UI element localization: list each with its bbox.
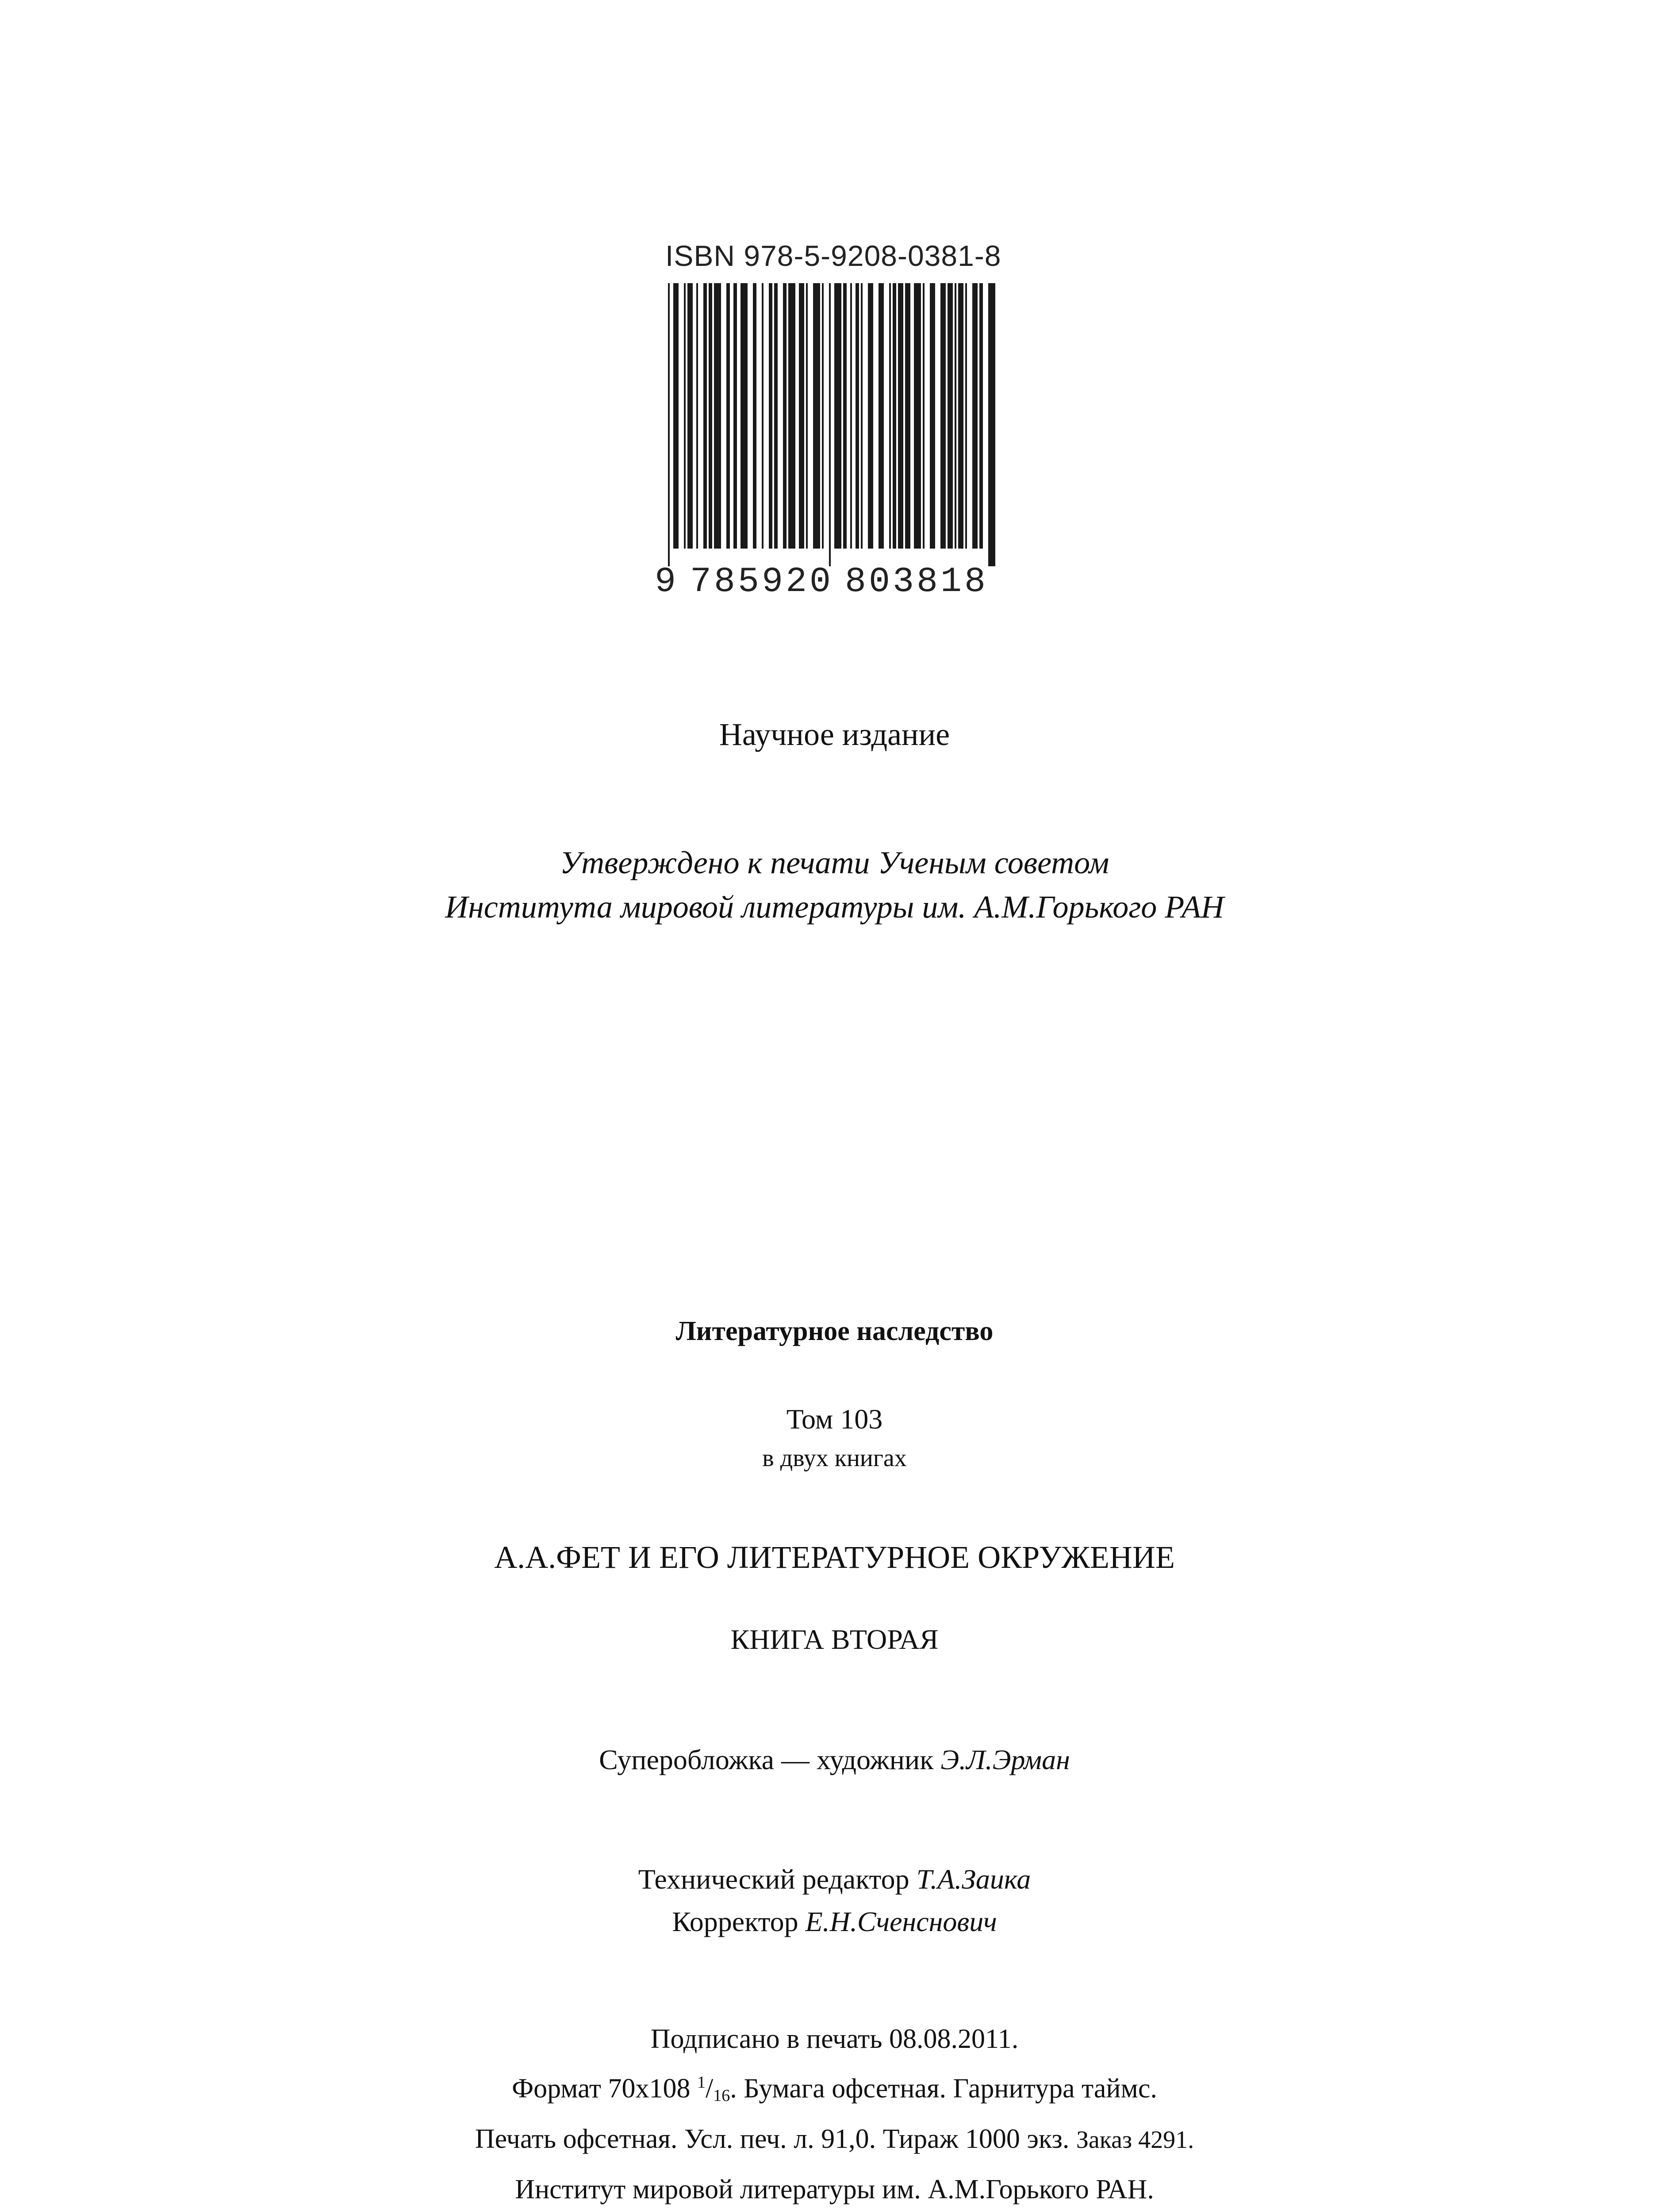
print-details-line (0, 2117, 1669, 2162)
barcode-bar (868, 283, 873, 549)
approval-line-2: Института мировой литературы им. А.М.Горького РАН (445, 889, 1224, 925)
barcode-bar (769, 283, 772, 549)
barcode-bar (958, 283, 963, 549)
book-title (0, 1535, 1669, 1579)
corrector-role: Корректор (672, 1906, 798, 1937)
barcode-bar (948, 283, 953, 549)
barcode-bar (856, 283, 859, 549)
barcode-bar (726, 283, 730, 549)
isbn-label: ISBN 978-5-9208-0381-8 (665, 239, 1001, 272)
series-text: Литературное наследство (675, 1316, 994, 1346)
volume-books: в двух книгах (762, 1444, 907, 1472)
tech-editor-role: Технический редактор (638, 1863, 909, 1895)
barcode-digits-left: 785920 (690, 562, 834, 602)
publisher-name: Институт мировой литературы им. А.М.Горького РАН. (515, 2174, 1154, 2204)
barcode-bar (799, 283, 804, 549)
barcode-bar (733, 283, 737, 549)
barcode-bar (684, 283, 686, 549)
barcode-bar (861, 283, 863, 549)
cover-role: Суперобложка — художник (599, 1744, 934, 1775)
barcode-bar (893, 283, 896, 549)
edition-type (0, 712, 1669, 757)
format-suffix: . Бумага офсетная. Гарнитура таймс. (730, 2074, 1157, 2104)
book-part-text: КНИГА ВТОРАЯ (730, 1624, 939, 1655)
book-title-text: А.А.ФЕТ И ЕГО ЛИТЕРАТУРНОЕ ОКРУЖЕНИЕ (494, 1540, 1175, 1575)
isbn-barcode (655, 239, 1004, 628)
barcode-bar (850, 283, 852, 549)
order-number: Заказ 4291. (1076, 2126, 1194, 2154)
barcode-bar (923, 283, 925, 549)
series-title (0, 1310, 1669, 1353)
approval-note (0, 841, 1669, 929)
barcode-bar (930, 283, 935, 549)
corrector-name: Е.Н.Сченснович (805, 1906, 997, 1937)
barcode-bar (914, 283, 921, 549)
barcode-bar (979, 283, 983, 549)
editor-credits (0, 1858, 1669, 1943)
print-info (0, 2017, 1669, 2162)
format-line: Формат 70х108 $^1/_{16}$. Бумага офсетная. Гарнитура таймс. (512, 2073, 1157, 2105)
barcode-digit-first: 9 (655, 562, 676, 602)
cover-artist-name: Э.Л.Эрман (940, 1744, 1070, 1775)
signed-date: Подписано в печать 08.08.2011. (650, 2024, 1019, 2054)
barcode-bar (762, 283, 764, 549)
barcode-bar (703, 283, 707, 549)
barcode-bar (940, 283, 946, 549)
barcode-bar (905, 283, 910, 549)
barcode-bar (788, 283, 795, 549)
barcode-bar (740, 283, 748, 549)
barcode-bar (879, 283, 884, 549)
barcode-bar (668, 283, 670, 566)
barcode-digits-right: 803818 (845, 562, 989, 602)
barcode-bar (988, 283, 995, 566)
barcode-bar (955, 283, 956, 549)
format-prefix: Формат 70х108 (512, 2074, 691, 2104)
barcode-bars (659, 283, 1004, 566)
barcode-bar (898, 283, 903, 549)
barcode-bar (965, 283, 967, 549)
barcode-bar (843, 283, 847, 549)
barcode-bar (972, 283, 978, 549)
book-part (0, 1618, 1669, 1661)
barcode-bar (889, 283, 891, 549)
barcode-bar (834, 283, 841, 549)
format-numerator: 1 (697, 2073, 706, 2092)
format-denominator: 16 (713, 2086, 730, 2105)
barcode-bar (673, 283, 679, 549)
print-details: Печать офсетная. Усл. печ. л. 91,0. Тираж 1000 экз. (475, 2124, 1070, 2154)
tech-editor-name: Т.А.Заика (916, 1863, 1031, 1895)
barcode-bar (783, 283, 787, 549)
volume-info (0, 1398, 1669, 1476)
barcode-bar (829, 283, 831, 566)
barcode-bar (687, 283, 693, 549)
barcode-bar (714, 283, 721, 549)
cover-credit (0, 1739, 1669, 1781)
barcode-bar (822, 283, 824, 549)
barcode-bar (753, 283, 756, 549)
barcode-bar (774, 283, 778, 549)
barcode-bar (806, 283, 808, 549)
barcode-bar (709, 283, 712, 549)
publisher-info (0, 2168, 1669, 2212)
approval-line-1: Утверждено к печати Ученым советом (560, 845, 1109, 880)
volume-number: Том 103 (786, 1403, 883, 1435)
barcode-bar (813, 283, 820, 549)
edition-type-text: Научное издание (719, 717, 950, 752)
barcode-bar (696, 283, 698, 549)
